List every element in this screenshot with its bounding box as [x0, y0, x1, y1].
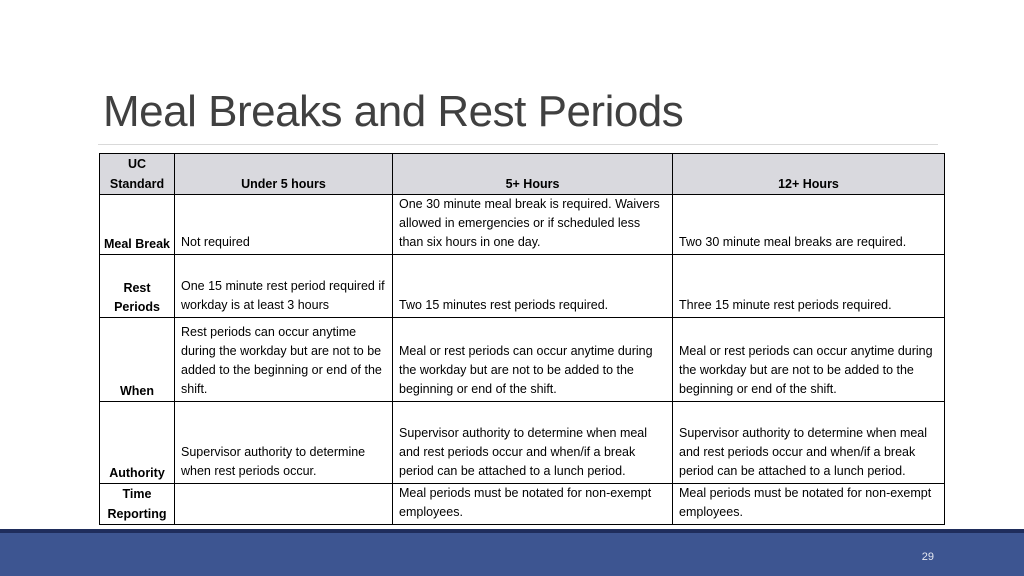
- row-label-meal-break: Meal Break: [100, 195, 175, 255]
- table-cell: One 15 minute rest period required if workday is at least 3 hours: [175, 255, 393, 318]
- table-cell: Meal or rest periods can occur anytime during the workday but are not to be added to the beginning or end of the shift.: [393, 318, 673, 402]
- table-cell: Supervisor authority to determine when rest periods occur.: [175, 402, 393, 484]
- slide-title: Meal Breaks and Rest Periods: [103, 87, 684, 136]
- header-5-plus-hours: 5+ Hours: [393, 154, 673, 195]
- header-uc-standard: UC Standard: [100, 154, 175, 195]
- header-under-5-hours: Under 5 hours: [175, 154, 393, 195]
- table-header-row: [100, 154, 945, 195]
- title-divider: [98, 144, 938, 145]
- row-label-time-reporting: Time Reporting: [100, 484, 175, 525]
- table-cell: Not required: [175, 195, 393, 255]
- table-cell: Meal periods must be notated for non-exempt employees.: [393, 484, 673, 525]
- table-row: [100, 255, 945, 318]
- table-cell: Three 15 minute rest periods required.: [673, 255, 945, 318]
- table-cell: Meal or rest periods can occur anytime during the workday but are not to be added to the beginning or end of the shift.: [673, 318, 945, 402]
- table-cell: Rest periods can occur anytime during the workday but are not to be added to the beginning or end of the shift.: [175, 318, 393, 402]
- table-row: [100, 318, 945, 402]
- table-row: [100, 402, 945, 484]
- footer-band: [0, 533, 1024, 576]
- table-cell: Two 15 minutes rest periods required.: [393, 255, 673, 318]
- table-cell: Meal periods must be notated for non-exempt employees.: [673, 484, 945, 525]
- table-cell: Supervisor authority to determine when meal and rest periods occur and when/if a break period can be attached to a lunch period.: [393, 402, 673, 484]
- row-label-authority: Authority: [100, 402, 175, 484]
- row-label-when: When: [100, 318, 175, 402]
- meal-rest-table: [99, 153, 945, 525]
- table-row: [100, 195, 945, 255]
- table-cell: Supervisor authority to determine when meal and rest periods occur and when/if a break period can be attached to a lunch period.: [673, 402, 945, 484]
- table-cell: [175, 484, 393, 525]
- header-12-plus-hours: 12+ Hours: [673, 154, 945, 195]
- table-cell: One 30 minute meal break is required. Waivers allowed in emergencies or if scheduled less than six hours in one day.: [393, 195, 673, 255]
- row-label-rest-periods: Rest Periods: [100, 255, 175, 318]
- table-cell: Two 30 minute meal breaks are required.: [673, 195, 945, 255]
- page-number: 29: [921, 551, 934, 563]
- table-row: [100, 484, 945, 525]
